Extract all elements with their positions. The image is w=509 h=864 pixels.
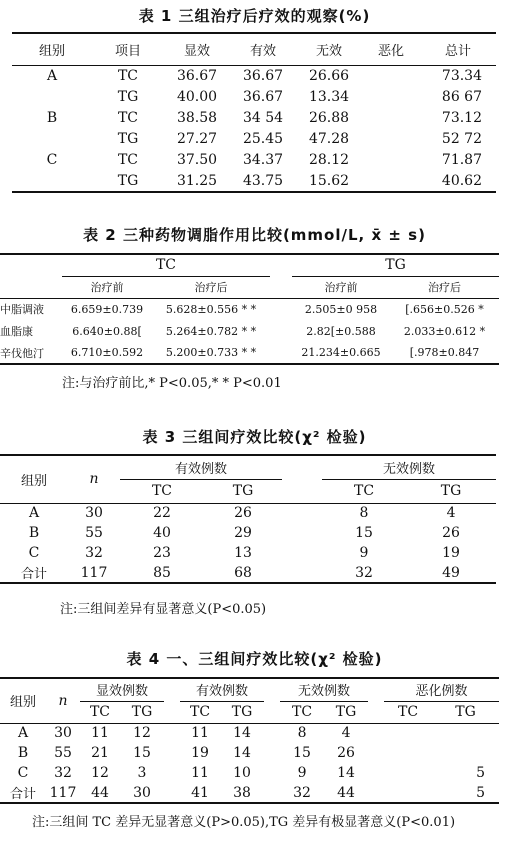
table1-col-worse: 恶化	[377, 43, 404, 59]
table-cell: 5.628±0.556 * *	[165, 302, 257, 316]
table-cell: 30	[133, 784, 151, 801]
table-cell: A	[46, 67, 58, 84]
table-cell	[432, 743, 499, 763]
table3-sub-tc-2: TC	[353, 483, 375, 499]
table-cell: 36.67	[242, 88, 284, 105]
table4-col-ineffective: 无效例数	[280, 678, 368, 701]
table-cell: 25.45	[242, 130, 284, 147]
table-cell: TC	[117, 151, 139, 168]
table-cell: 86 67	[441, 88, 482, 105]
table-cell	[362, 149, 420, 170]
table2-col-tg-after: 治疗后	[428, 281, 461, 294]
table-cell: 6.659±0.739	[70, 302, 144, 316]
table3	[0, 454, 496, 584]
table-cell	[432, 723, 499, 743]
table4-sub-tg-1: TG	[131, 704, 153, 720]
table-cell: 11	[91, 725, 109, 742]
table-cell	[362, 128, 420, 149]
table1-col-ineffective: 无效	[315, 43, 342, 59]
table-row	[12, 107, 496, 128]
table4-sub-tg-2: TG	[231, 704, 253, 720]
table-cell: C	[17, 765, 29, 781]
table-cell: 37.50	[176, 151, 218, 168]
table-row	[0, 783, 499, 803]
table-cell	[362, 86, 420, 107]
table-cell: 合计	[20, 567, 47, 582]
table-cell: 13	[234, 545, 252, 561]
table-row	[0, 298, 499, 320]
table4-note: 注:三组间 TC 差异无显著意义(P>0.05),TG 差异有极显著意义(P<0.01)	[32, 815, 456, 830]
table-cell: TC	[117, 67, 139, 84]
table-cell	[12, 170, 92, 192]
table4-sub-tg-4: TG	[455, 704, 476, 720]
table2-col-tc-before: 治疗前	[90, 281, 124, 294]
table-cell: 15.62	[308, 172, 350, 189]
table-cell: 28.12	[308, 151, 350, 168]
table1-col-effective: 有效	[249, 43, 276, 59]
table-cell: 9	[359, 545, 369, 561]
table4-col-n: n	[46, 678, 80, 723]
table4-title: 表 4 一、三组间疗效比较(χ² 检验)	[126, 650, 383, 668]
table-cell: 32	[355, 564, 373, 581]
table4-col-group: 组别	[0, 678, 46, 723]
table-cell: 40	[153, 525, 171, 541]
table4-sub-tc-4: TC	[398, 704, 419, 720]
table-cell: 55	[85, 525, 103, 541]
table-cell: 47.28	[308, 130, 350, 147]
table-cell: 26	[337, 745, 355, 761]
table3-col-effective: 有效例数	[120, 455, 282, 479]
table-cell: 2.82[±0.588	[306, 324, 376, 338]
table-cell: 15	[355, 525, 373, 541]
table-row	[0, 342, 499, 364]
table-cell: 49	[442, 564, 460, 581]
table-cell: 14	[337, 765, 355, 781]
table2-note: 注:与治疗前比,* P<0.05,* * P<0.01	[62, 376, 282, 391]
table-cell: 13.34	[308, 88, 350, 105]
table-row	[12, 65, 496, 86]
table-cell	[384, 743, 432, 763]
table-cell: 4	[446, 505, 456, 522]
table3-title: 表 3 三组间疗效比较(χ² 检验)	[142, 428, 367, 446]
table4-sub-tc-3: TC	[292, 704, 313, 720]
table-cell: 34.37	[242, 151, 284, 168]
table1-col-item: 项目	[114, 43, 141, 59]
table-cell: 30	[54, 725, 72, 742]
table4-sub-tc-2: TC	[189, 704, 211, 720]
table3-col-n: n	[68, 455, 120, 503]
table2-title: 表 2 三种药物调脂作用比较(mmol/L, x̄ ± s)	[83, 226, 426, 244]
table-cell: 2.505±0 958	[304, 302, 378, 316]
table4-col-marked: 显效例数	[80, 678, 164, 701]
table-cell: 71.87	[441, 151, 482, 168]
table-cell: 38.58	[176, 109, 218, 126]
table-cell: B	[46, 109, 58, 126]
table-cell: 73.34	[441, 67, 482, 84]
table-row	[12, 128, 496, 149]
table-cell: C	[28, 545, 40, 561]
table-row	[12, 170, 496, 192]
table-cell: 40.00	[176, 88, 218, 105]
table-cell	[384, 723, 432, 743]
table-cell: 22	[153, 505, 171, 522]
table-cell: 中脂调液	[0, 303, 44, 317]
table-row	[0, 743, 499, 763]
table-cell: 15	[133, 745, 151, 761]
table-cell	[362, 107, 420, 128]
table-cell: B	[28, 525, 40, 541]
table-cell: TG	[117, 172, 139, 189]
table-cell: 8	[297, 725, 307, 742]
table-cell: 26	[442, 525, 460, 541]
table3-col-group: 组别	[0, 455, 68, 503]
table3-sub-tg-1: TG	[232, 483, 254, 499]
table3-col-ineffective: 无效例数	[322, 455, 496, 479]
table-cell: 32	[293, 784, 311, 801]
table-cell: 血脂康	[0, 325, 33, 338]
table-cell	[362, 170, 420, 192]
table-row	[12, 86, 496, 107]
table-cell: 23	[153, 545, 171, 561]
table-cell	[12, 86, 92, 107]
table3-header-row	[0, 455, 496, 479]
table-cell: A	[28, 505, 40, 522]
table-cell: 11	[191, 765, 209, 781]
table-cell	[12, 128, 92, 149]
table-cell: 41	[191, 784, 209, 801]
table2	[0, 253, 499, 365]
table-cell: 14	[233, 725, 251, 742]
table-cell: 19	[191, 745, 209, 761]
table-cell: 6.710±0.592	[70, 346, 144, 359]
table-cell: 5.200±0.733 * *	[165, 346, 257, 359]
table-cell: 14	[233, 745, 251, 761]
table1-col-marked: 显效	[183, 43, 210, 59]
table-cell: 40.62	[441, 172, 482, 189]
table-cell: 29	[234, 525, 252, 541]
table-cell: 26	[234, 505, 252, 522]
table-cell: 36.67	[242, 67, 284, 84]
table-cell: 36.67	[176, 67, 218, 84]
table-cell: 26.66	[308, 67, 350, 84]
table2-col-tc-after: 治疗后	[194, 281, 228, 294]
table-row	[0, 320, 499, 342]
table4-col-worse: 恶化例数	[384, 678, 499, 701]
table-cell: 32	[85, 545, 103, 561]
table3-sub-tc-1: TC	[151, 483, 173, 499]
table-cell: A	[17, 725, 29, 742]
table4-sub-tc-1: TC	[89, 704, 111, 720]
table-cell: 44	[91, 784, 109, 801]
table-cell: 9	[297, 765, 307, 781]
table-cell: 85	[153, 564, 171, 581]
table-cell: 2.033±0.612 *	[403, 324, 486, 338]
table-row	[0, 543, 496, 563]
table-row	[0, 523, 496, 543]
table-cell: C	[46, 151, 58, 168]
table2-group-tg: TG	[292, 254, 499, 276]
table-cell: 27.27	[176, 130, 218, 147]
table-cell	[384, 783, 432, 803]
table1-header-row	[12, 33, 496, 65]
table-cell: 32	[54, 765, 72, 781]
table-cell: 30	[85, 505, 103, 522]
table-cell: 15	[293, 745, 311, 761]
table-cell: 5	[476, 765, 486, 781]
table-cell: 52 72	[441, 130, 482, 147]
table-cell: 43.75	[242, 172, 284, 189]
table-cell: 117	[49, 784, 77, 801]
table-row	[12, 149, 496, 170]
table3-sub-tg-2: TG	[440, 483, 462, 499]
table4-sub-tg-3: TG	[335, 704, 357, 720]
table2-col-tg-before: 治疗前	[324, 281, 358, 294]
table-cell: 6.640±0.88[	[72, 324, 142, 338]
table-cell: 3	[137, 765, 147, 781]
table1	[12, 32, 496, 193]
table-cell: 5	[476, 784, 486, 801]
table-cell: 38	[233, 784, 251, 801]
table-cell: [.978±0.847	[409, 346, 480, 359]
table-cell: TG	[117, 88, 139, 105]
table1-title: 表 1 三组治疗后疗效的观察(%)	[138, 7, 371, 25]
table-cell: 21	[91, 745, 109, 761]
table-row	[0, 563, 496, 583]
table4-header-row	[0, 678, 499, 701]
table-cell: 26.88	[308, 109, 350, 126]
table-cell: B	[17, 745, 29, 761]
table4-col-effective: 有效例数	[180, 678, 264, 701]
table-cell: 10	[233, 765, 251, 781]
table1-col-total: 总计	[444, 43, 471, 59]
table-cell: [.656±0.526 *	[405, 302, 484, 316]
table-cell: 117	[80, 564, 108, 581]
table-cell: 辛伐他汀	[0, 346, 44, 360]
table-row	[0, 723, 499, 743]
table-cell: 31.25	[176, 172, 218, 189]
table-cell: 4	[341, 725, 351, 742]
table-cell: TC	[117, 109, 139, 126]
table-cell: 55	[54, 745, 72, 761]
table-cell: 19	[442, 545, 460, 561]
table-cell: TG	[117, 130, 139, 147]
table-cell	[362, 65, 420, 86]
table-row	[0, 763, 499, 783]
table-cell: 34 54	[242, 109, 284, 126]
table3-note: 注:三组间差异有显著意义(P<0.05)	[60, 602, 267, 617]
table-cell	[384, 763, 432, 783]
table-row	[0, 503, 496, 523]
table2-group-tc: TC	[62, 254, 270, 276]
table-cell: 21.234±0.665	[301, 346, 381, 359]
table1-col-group: 组别	[38, 43, 65, 59]
table-cell: 12	[133, 725, 151, 742]
table2-sub-header-row	[0, 276, 499, 298]
table-cell: 73.12	[441, 109, 482, 126]
table-cell: 68	[234, 564, 252, 581]
table-cell: 5.264±0.782 * *	[165, 324, 257, 338]
table2-group-header-row	[0, 254, 499, 276]
table-cell: 11	[191, 725, 209, 742]
table4	[0, 677, 499, 804]
table-cell: 8	[359, 505, 369, 522]
table-cell: 12	[91, 765, 109, 781]
table-cell: 合计	[9, 787, 36, 802]
table-cell: 44	[337, 784, 355, 801]
